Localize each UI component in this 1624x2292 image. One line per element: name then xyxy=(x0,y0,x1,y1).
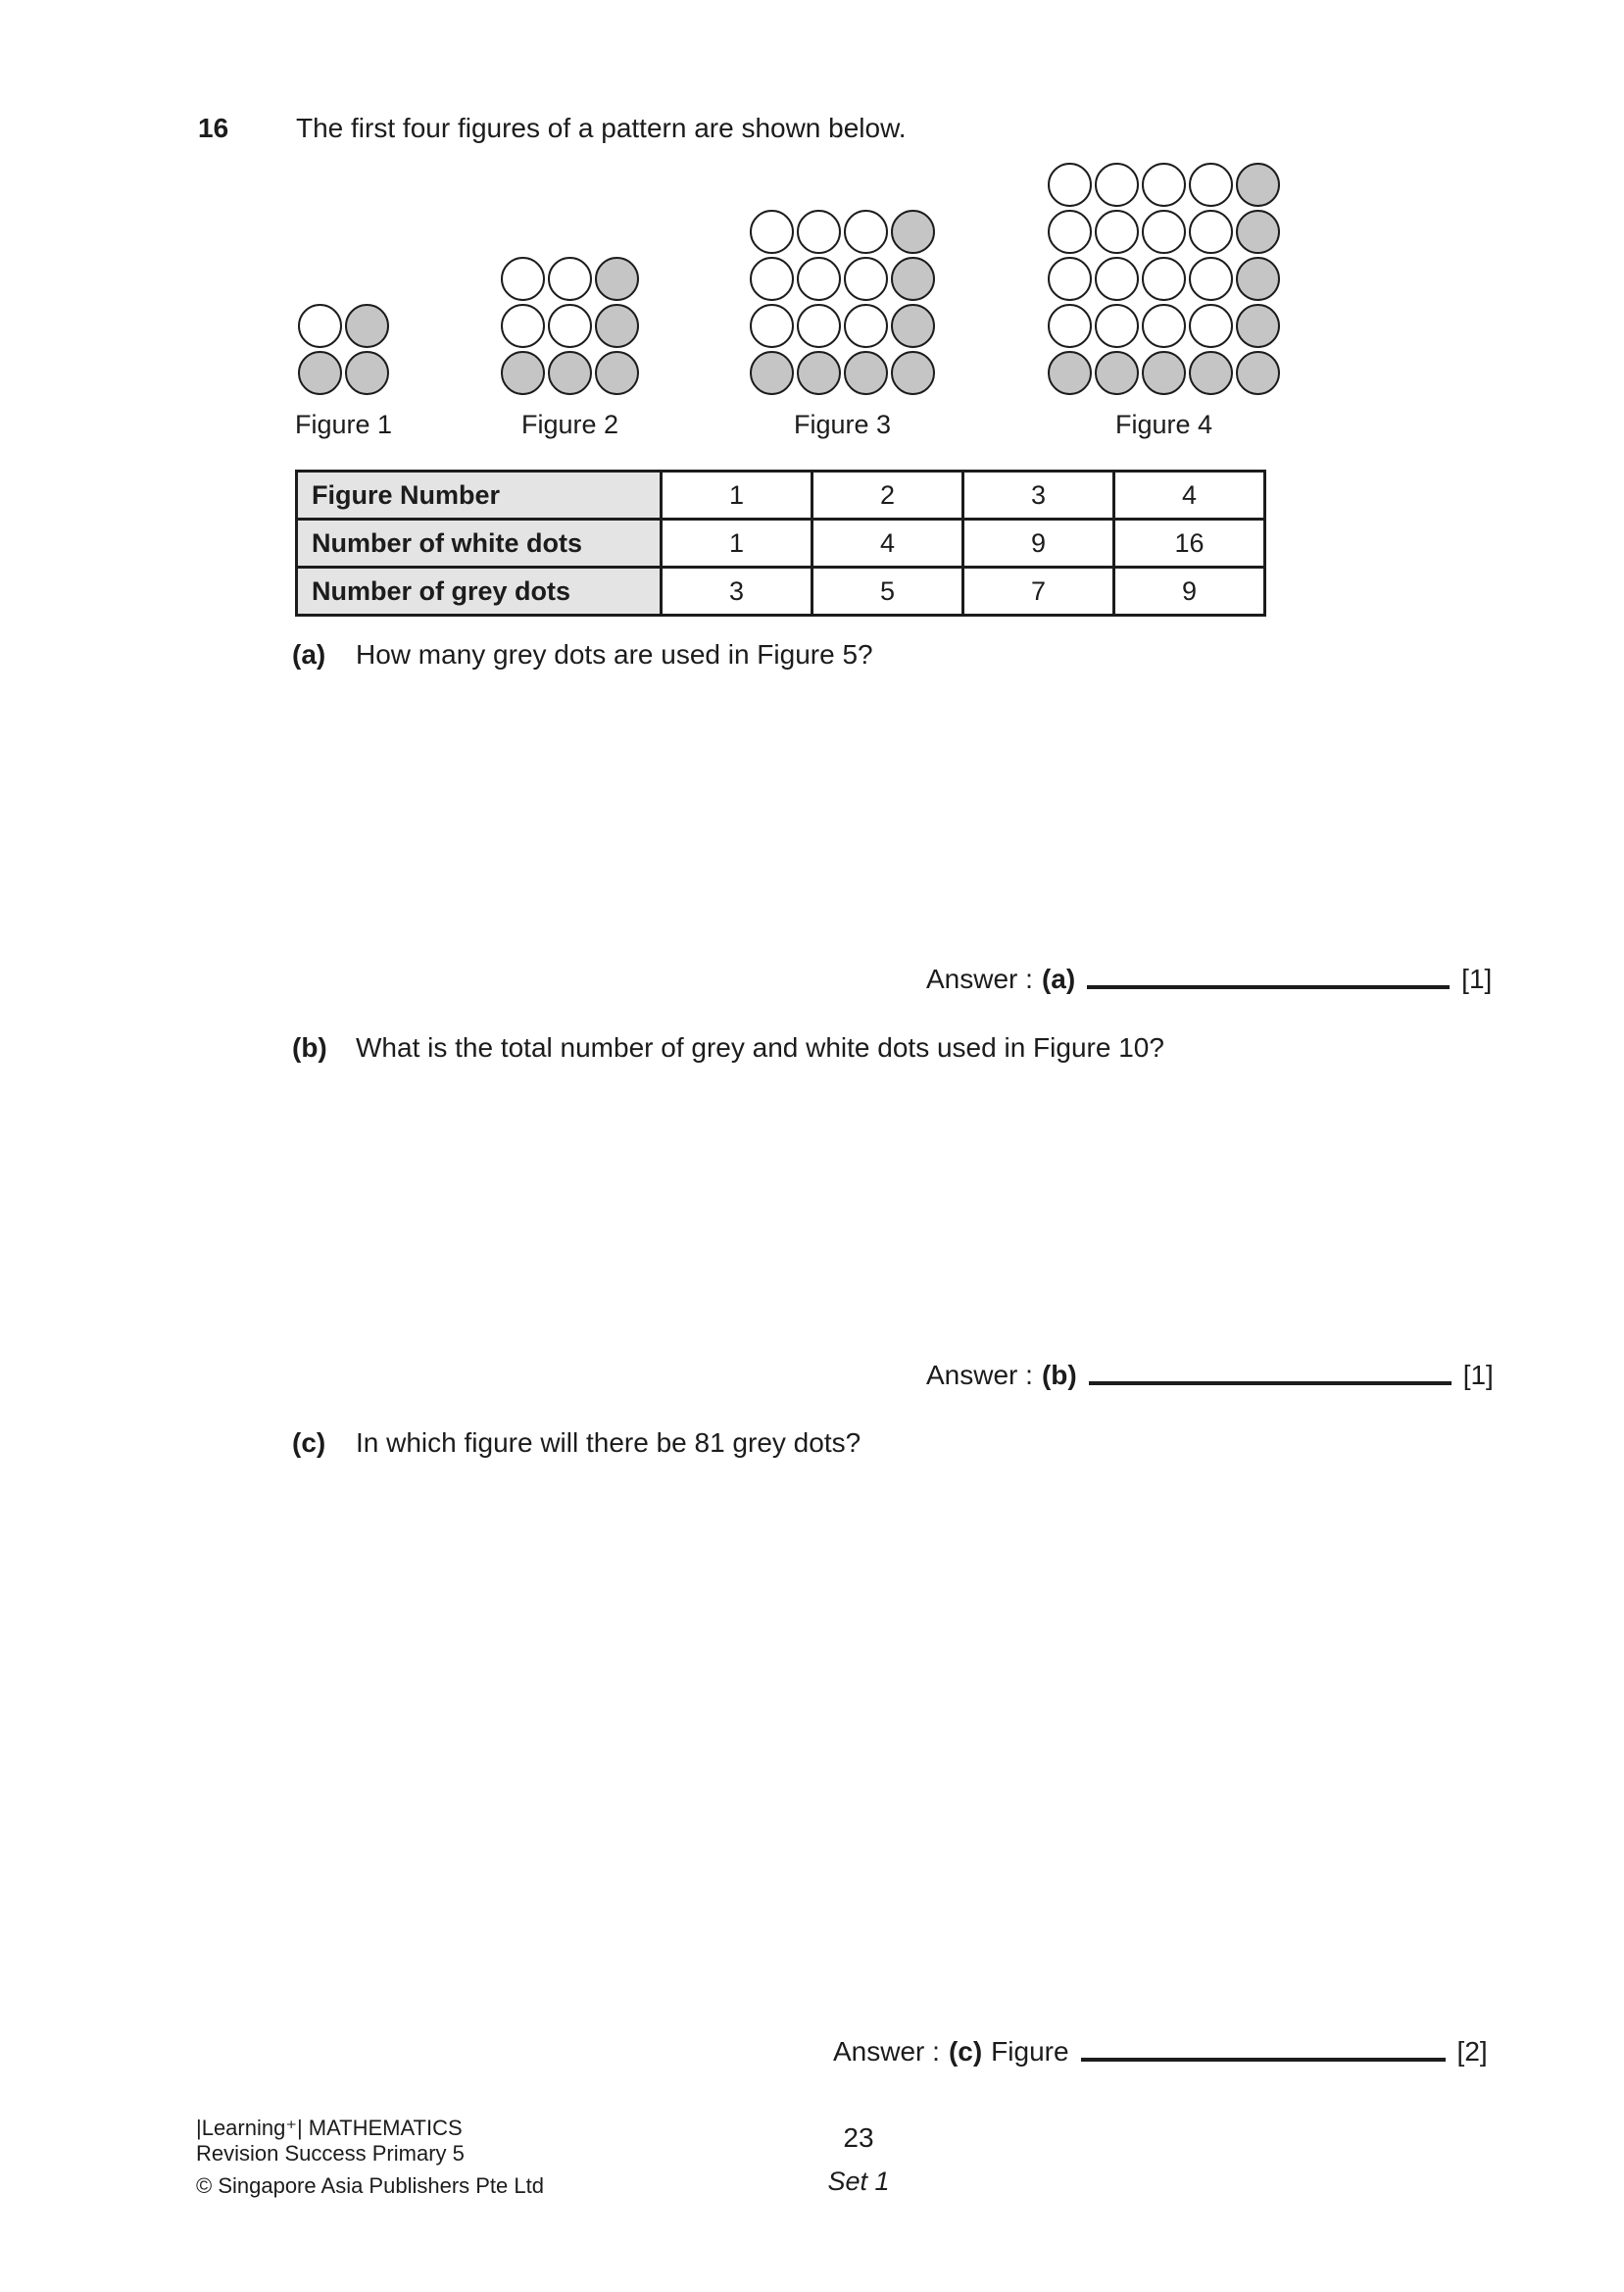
page-number-block xyxy=(775,2122,942,2197)
table-row-header: Number of white dots xyxy=(297,520,662,568)
white-dot xyxy=(1189,163,1233,207)
answer-a-blank-line xyxy=(1087,985,1450,989)
grey-dot xyxy=(891,257,935,301)
grey-dot xyxy=(1236,304,1280,348)
white-dot xyxy=(1048,210,1092,254)
grey-dot xyxy=(1048,351,1092,395)
figure-label: Figure 1 xyxy=(294,410,393,439)
grey-dot xyxy=(797,351,841,395)
answer-c-label: Answer : xyxy=(833,2036,940,2067)
answer-c-blank-line xyxy=(1081,2058,1446,2062)
grey-dot xyxy=(501,351,545,395)
answer-c-marker: (c) xyxy=(948,2036,983,2067)
part-b-marker: (b) xyxy=(292,1032,327,1063)
pattern-figure-1 xyxy=(294,304,393,440)
grey-dot xyxy=(298,351,342,395)
grey-dot xyxy=(1236,257,1280,301)
white-dot xyxy=(750,257,794,301)
table-row xyxy=(297,472,1265,520)
grey-dot xyxy=(891,351,935,395)
white-dot xyxy=(1095,257,1139,301)
answer-a-marker: (a) xyxy=(1041,964,1076,994)
grey-dot xyxy=(891,210,935,254)
grey-dot xyxy=(891,304,935,348)
part-c-text: In which figure will there be 81 grey dots? xyxy=(356,1427,861,1458)
table-cell: 2 xyxy=(812,472,963,520)
table-cell: 1 xyxy=(662,472,812,520)
footer-series: |Learning⁺| MATHEMATICS xyxy=(196,2116,463,2140)
question-part-b xyxy=(292,1032,1164,1064)
table-cell: 9 xyxy=(963,520,1114,568)
table-cell: 4 xyxy=(1114,472,1265,520)
answer-b-marker: (b) xyxy=(1041,1360,1077,1390)
pattern-data-table xyxy=(295,470,1266,617)
white-dot xyxy=(1142,163,1186,207)
answer-b-marks: [1] xyxy=(1462,1360,1494,1390)
white-dot xyxy=(1189,257,1233,301)
white-dot xyxy=(750,210,794,254)
grey-dot xyxy=(844,351,888,395)
question-part-c xyxy=(292,1427,861,1459)
table-cell: 4 xyxy=(812,520,963,568)
figure-label: Figure 4 xyxy=(1114,410,1213,439)
grey-dot xyxy=(548,351,592,395)
grey-dot xyxy=(595,257,639,301)
white-dot xyxy=(797,210,841,254)
grey-dot xyxy=(595,304,639,348)
table-cell: 1 xyxy=(662,520,812,568)
grey-dot xyxy=(1236,351,1280,395)
white-dot xyxy=(1048,257,1092,301)
white-dot xyxy=(844,257,888,301)
white-dot xyxy=(750,304,794,348)
figure-label: Figure 3 xyxy=(793,410,892,439)
table-cell: 16 xyxy=(1114,520,1265,568)
answer-a-label: Answer : xyxy=(926,964,1033,994)
table-cell: 7 xyxy=(963,568,1114,616)
pattern-figure-4 xyxy=(1048,163,1280,440)
white-dot xyxy=(844,304,888,348)
answer-c-suffix: Figure xyxy=(991,2036,1069,2067)
table-cell: 3 xyxy=(662,568,812,616)
grey-dot xyxy=(1095,351,1139,395)
part-a-marker: (a) xyxy=(292,639,326,670)
white-dot xyxy=(1095,210,1139,254)
answer-b-label: Answer : xyxy=(926,1360,1033,1390)
grey-dot xyxy=(1236,210,1280,254)
footer-book-title: Revision Success Primary 5 xyxy=(196,2141,465,2166)
white-dot xyxy=(797,304,841,348)
grey-dot xyxy=(595,351,639,395)
pattern-figure-3 xyxy=(750,210,935,440)
grey-dot xyxy=(345,304,389,348)
table-row-header: Number of grey dots xyxy=(297,568,662,616)
white-dot xyxy=(1189,304,1233,348)
grey-dot xyxy=(750,351,794,395)
white-dot xyxy=(501,304,545,348)
white-dot xyxy=(548,257,592,301)
table-row xyxy=(297,520,1265,568)
white-dot xyxy=(1142,210,1186,254)
white-dot xyxy=(298,304,342,348)
dot-grid xyxy=(501,257,639,395)
white-dot xyxy=(1048,163,1092,207)
white-dot xyxy=(1095,163,1139,207)
white-dot xyxy=(1189,210,1233,254)
question-number: 16 xyxy=(198,113,229,143)
set-label: Set 1 xyxy=(827,2167,890,2196)
footer-imprint xyxy=(196,2116,544,2199)
page-number: 23 xyxy=(843,2122,874,2153)
part-b-text: What is the total number of grey and white dots used in Figure 10? xyxy=(356,1032,1164,1063)
dot-grid xyxy=(298,304,389,395)
footer-publisher: © Singapore Asia Publishers Pte Ltd xyxy=(196,2173,544,2198)
dot-grid xyxy=(750,210,935,395)
white-dot xyxy=(1142,257,1186,301)
answer-a-marks: [1] xyxy=(1461,964,1493,994)
table-cell: 9 xyxy=(1114,568,1265,616)
white-dot xyxy=(1142,304,1186,348)
question-part-a xyxy=(292,639,873,671)
figure-label: Figure 2 xyxy=(520,410,619,439)
table-cell: 5 xyxy=(812,568,963,616)
answer-row-a xyxy=(926,964,1492,995)
answer-b-blank-line xyxy=(1089,1381,1452,1385)
white-dot xyxy=(1048,304,1092,348)
answer-c-marks: [2] xyxy=(1456,2036,1488,2067)
table-row-header: Figure Number xyxy=(297,472,662,520)
dot-grid xyxy=(1048,163,1280,395)
grey-dot xyxy=(1189,351,1233,395)
grey-dot xyxy=(1142,351,1186,395)
answer-row-b xyxy=(926,1360,1494,1391)
white-dot xyxy=(548,304,592,348)
answer-row-c xyxy=(833,2036,1488,2068)
white-dot xyxy=(797,257,841,301)
table-cell: 3 xyxy=(963,472,1114,520)
grey-dot xyxy=(345,351,389,395)
white-dot xyxy=(1095,304,1139,348)
part-c-marker: (c) xyxy=(292,1427,326,1458)
white-dot xyxy=(844,210,888,254)
white-dot xyxy=(501,257,545,301)
part-a-text: How many grey dots are used in Figure 5? xyxy=(356,639,873,670)
question-intro-text: The first four figures of a pattern are shown below. xyxy=(296,113,907,143)
grey-dot xyxy=(1236,163,1280,207)
table-row xyxy=(297,568,1265,616)
pattern-figure-2 xyxy=(501,257,639,440)
